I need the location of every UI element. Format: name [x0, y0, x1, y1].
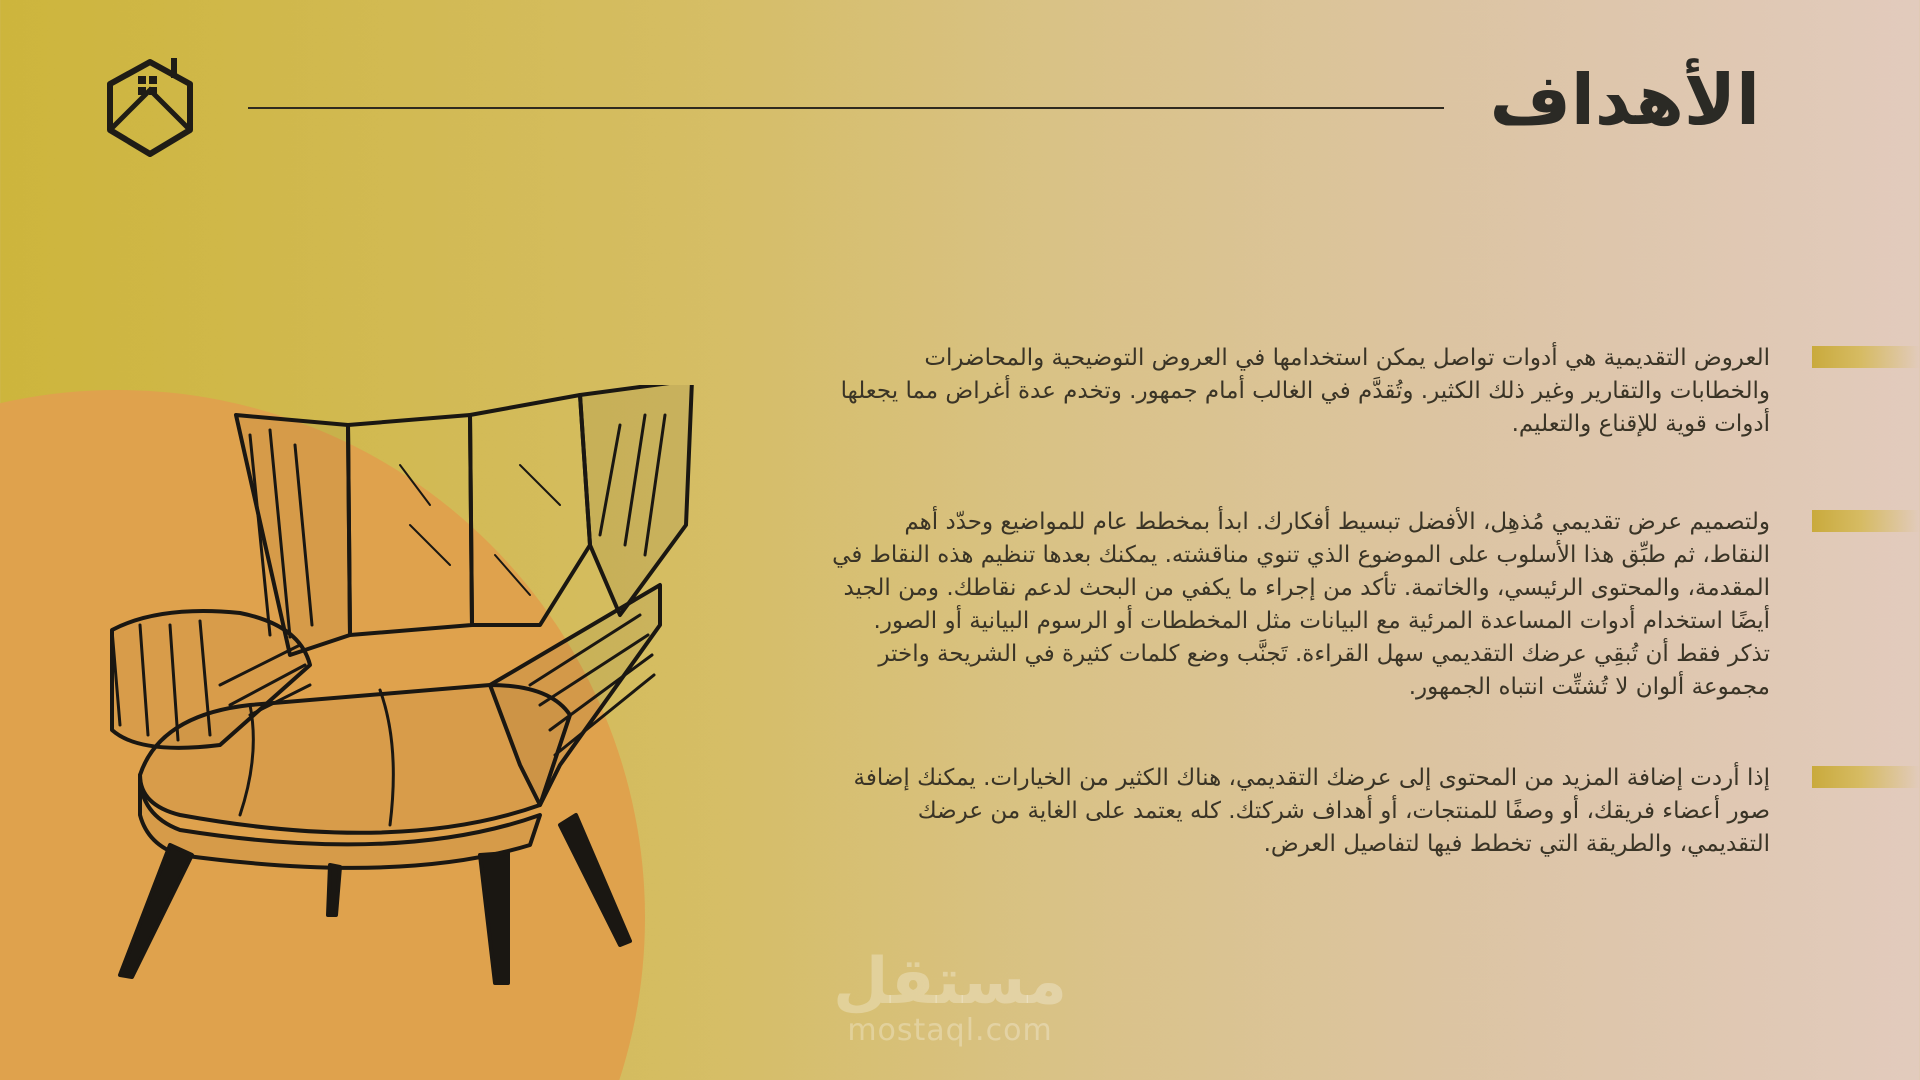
- house-logo-icon: [104, 56, 196, 160]
- watermark: [820, 945, 1080, 1048]
- watermark-arabic: مستقل: [832, 945, 1068, 1019]
- title-divider: [248, 107, 1444, 109]
- accent-bar: [1812, 346, 1920, 368]
- accent-bar: [1812, 766, 1920, 788]
- slide-title: الأهداف: [1489, 59, 1760, 141]
- paragraph-extra-content: إذا أردت إضافة المزيد من المحتوى إلى عرضك التقديمي، هناك الكثير من الخيارات. يمكنك إضافة صور أعضاء فريقك، أو وصفًا للمنتجات، أو أهداف شركتك. كله يعتمد على الغاية من عرضك التقديمي، والطريقة التي تخطط فيها لتفاصيل العرض.: [853, 765, 1770, 857]
- paragraph-intro: العروض التقديمية هي أدوات تواصل يمكن استخدامها في العروض التوضيحية والمحاضرات والخطابات والتقارير وغير ذلك الكثير. وتُقدَّم في الغالب أمام جمهور. وتخدم عدة أغراض مما يجعلها أدوات قوية للإقناع والتعليم.: [840, 345, 1770, 437]
- accent-bar: [1812, 510, 1920, 532]
- armchair-illustration: [100, 385, 700, 985]
- paragraph-design-tips: ولتصميم عرض تقديمي مُذهِل، الأفضل تبسيط أفكارك. ابدأ بمخطط عام للمواضيع وحدّد أهم النقاط، ثم طبِّق هذا الأسلوب على الموضوع الذي تنوي مناقشته. يمكنك بعدها تنظيم هذه النقاط في المقدمة، والمحتوى الرئيسي، والخاتمة. تأكد من إجراء ما يكفي من البحث لدعم نقاطك. ومن الجيد أيضًا استخدام أدوات المساعدة المرئية مع البيانات مثل المخططات أو الرسوم البيانية أو الصور. تذكر فقط أن تُبقِي عرضك التقديمي سهل القراءة. تَجنَّب وضع كلمات كثيرة في الشريحة واختر مجموعة ألوان لا تُشتِّت انتباه الجمهور.: [832, 509, 1770, 700]
- watermark-latin: mostaql.com: [847, 1013, 1053, 1048]
